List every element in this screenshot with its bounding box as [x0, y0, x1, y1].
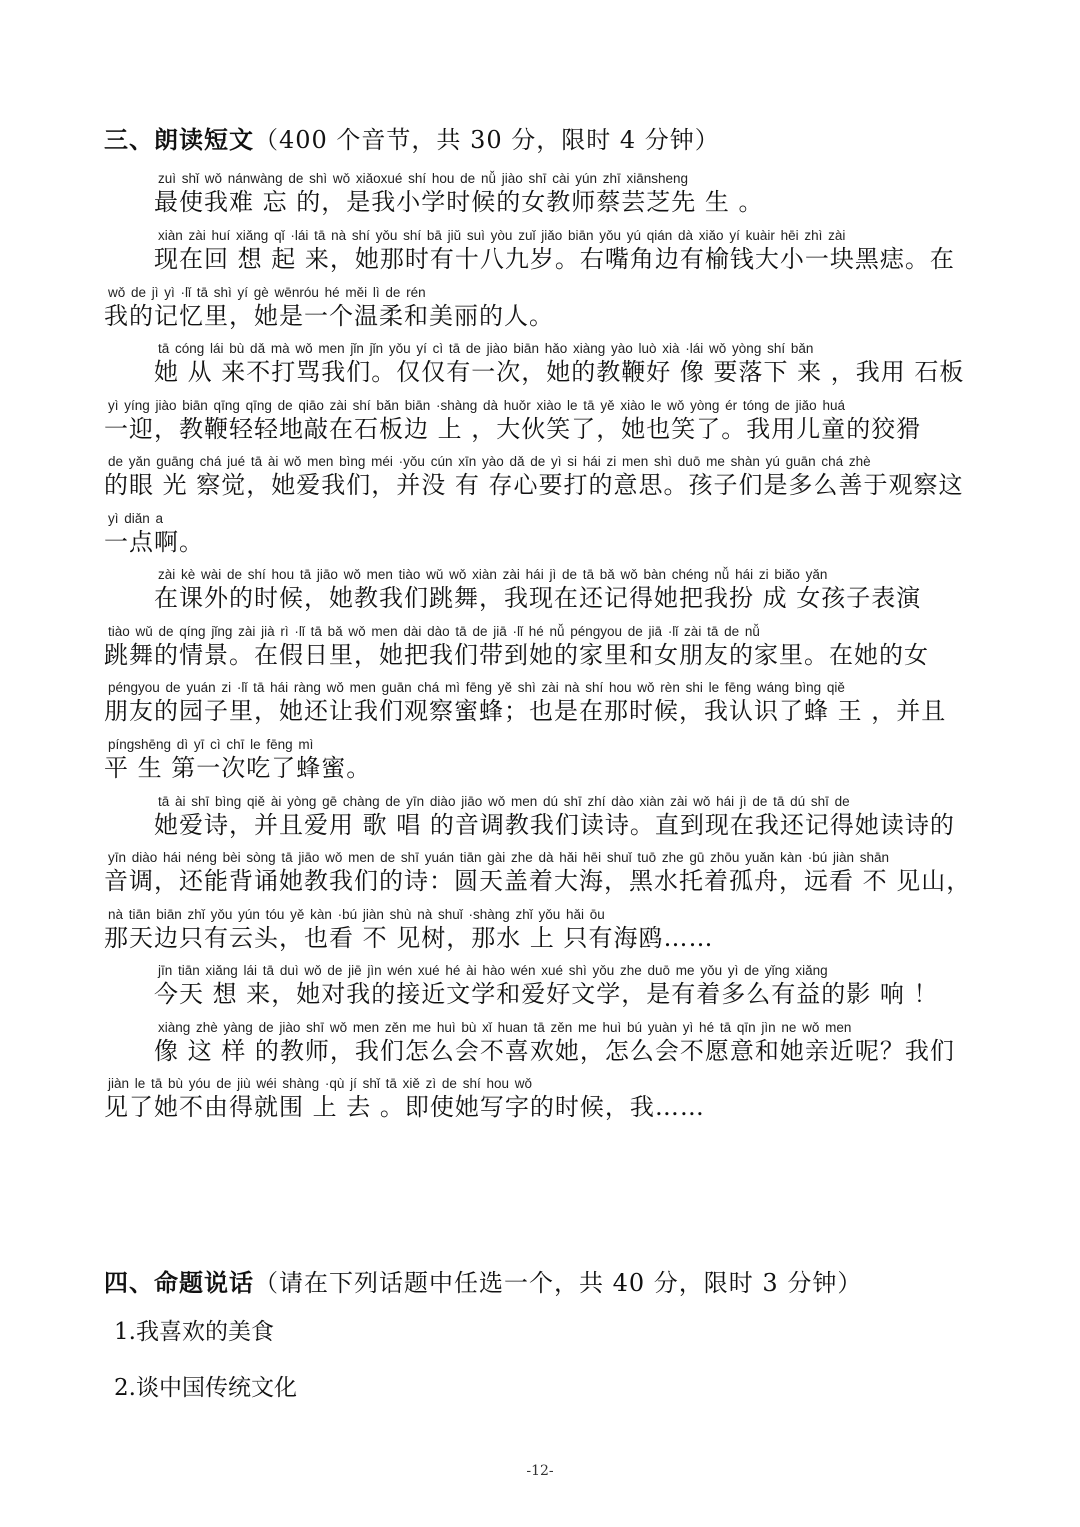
reading-line — [104, 623, 929, 670]
pinyin-line: yīn diào hái néng bèi sòng tā jiāo wǒ men de shī yuán tiān gài zhe dà hǎi hēi shuǐ tuō zhe gū zhōu yuǎn kàn ·bú jiàn shān — [108, 850, 890, 865]
text-line: 音调，还能背诵她教我们的诗：圆天盖着大海，黑水托着孤舟，远看 不 见山， — [104, 867, 972, 895]
pinyin-line: de yǎn guāng chá jué tā ài wǒ men bìng méi ·yǒu cún xīn yào dǎ de yì si hái zi men shì duō me shàn yú guān chá zhè — [108, 454, 871, 469]
section-3-heading — [104, 120, 720, 155]
pinyin-line: tā ài shī bìng qiě ài yòng gē chàng de yīn diào jiāo wǒ men dú shī zhí dào xiàn zài wǒ hái jì de tā dú shī de — [158, 794, 850, 809]
section-4-heading — [104, 1263, 862, 1298]
reading-line — [104, 510, 204, 557]
text-line: 的眼 光 察觉，她爱我们，并没 有 存心要打的意思。孩子们是多么善于观察这 — [104, 471, 964, 499]
reading-line — [154, 227, 955, 274]
reading-line — [154, 340, 964, 387]
text-line: 在课外的时候，她教我们跳舞，我现在还记得她把我扮 成 女孩子表演 — [154, 584, 922, 612]
text-line: 朋友的园子里，她还让我们观察蜜蜂；也是在那时候，我认识了蜂 王 ，并且 — [104, 697, 947, 725]
text-line: 今天 想 来，她对我的接近文学和爱好文学，是有着多么有益的影 响 ！ — [154, 980, 939, 1008]
reading-line — [104, 736, 371, 783]
text-line: 现在回 想 起 来，她那时有十八九岁。右嘴角边有榆钱大小一块黑痣。在 — [154, 245, 955, 273]
section-3-note: （400 个音节，共 30 分，限时 4 分钟） — [254, 126, 720, 154]
text-line: 平 生 第一次吃了蜂蜜。 — [104, 754, 372, 782]
reading-line — [104, 679, 946, 726]
pinyin-line: tiào wǔ de qíng jǐng zài jià rì ·lǐ tā bǎ wǒ men dài dào tā de jiā ·lǐ hé nǚ péngyou de jiā ·lǐ zài tā de nǚ — [108, 624, 760, 639]
reading-line — [154, 793, 955, 840]
text-line: 她爱诗，并且爱用 歌 唱 的音调教我们读诗。直到现在我还记得她读诗的 — [154, 811, 955, 839]
page-number: -12- — [526, 1463, 554, 1479]
section-4-title: 四、命题说话 — [104, 1269, 254, 1297]
pinyin-line: yì diǎn a — [108, 511, 164, 526]
pinyin-line: xiàn zài huí xiǎng qǐ ·lái tā nà shí yǒu shí bā jiǔ suì yòu zuǐ jiǎo biān yǒu yú qián dà xiǎo yí kuàir hēi zhì zài — [158, 228, 846, 243]
pinyin-line: píngshēng dì yī cì chī le fēng mì — [108, 737, 314, 752]
pinyin-line: yì yíng jiào biān qīng qīng de qiāo zài shí bǎn biān ·shàng dà huǒr xiào le tā yě xiào le wǒ yòng ér tóng de jiǎo huá — [108, 398, 845, 413]
reading-line — [154, 1019, 955, 1066]
pinyin-line: zuì shǐ wǒ nánwàng de shì wǒ xiǎoxué shí hou de nǚ jiào shī cài yún zhī xiānsheng — [158, 171, 689, 186]
topic-item: 1.我喜欢的美食 — [114, 1319, 274, 1345]
pinyin-line: wǒ de jì yì ·lǐ tā shì yí gè wēnróu hé měi lì de rén — [108, 285, 426, 300]
text-line: 一迎，教鞭轻轻地敲在石板边 上 ，大伙笑了，她也笑了。我用儿童的狡猾 — [104, 415, 922, 443]
reading-line — [104, 453, 964, 500]
pinyin-line: péngyou de yuán zi ·lǐ tā hái ràng wǒ men guān chá mì fēng yě shì zài nà shí hou wǒ rèn shi le fēng wáng bìng qiě — [108, 680, 845, 695]
pinyin-line: xiàng zhè yàng de jiào shī wǒ men zěn me huì bù xǐ huan tā zěn me huì bú yuàn yì hé tā qīn jìn ne wǒ men — [158, 1020, 852, 1035]
section-4-note: （请在下列话题中任选一个，共 40 分，限时 3 分钟） — [254, 1269, 863, 1297]
text-line: 跳舞的情景。在假日里，她把我们带到她的家里和女朋友的家里。在她的女 — [104, 641, 929, 669]
reading-line — [104, 849, 971, 896]
text-line: 她 从 来不打骂我们。仅仅有一次，她的教鞭好 像 要落下 来 ，我用 石板 — [154, 358, 965, 386]
pinyin-line: jīn tiān xiǎng lái tā duì wǒ de jiē jìn wén xué hé ài hào wén xué shì yǒu zhe duō me yǒu yì de yǐng xiǎng — [158, 963, 828, 978]
pinyin-line: tā cóng lái bù dǎ mà wǒ men jǐn jǐn yǒu yí cì tā de jiào biān hǎo xiàng yào luò xià ·lái wǒ yòng shí bǎn — [158, 341, 814, 356]
reading-line — [104, 906, 714, 953]
reading-line — [154, 962, 939, 1009]
pinyin-line: zài kè wài de shí hou tā jiāo wǒ men tiào wǔ wǒ xiàn zài hái jì de tā bǎ wǒ bàn chéng nǚ hái zi biǎo yǎn — [158, 567, 828, 582]
text-line: 那天边只有云头，也看 不 见树，那水 上 只有海鸥…… — [104, 924, 714, 952]
text-line: 见了她不由得就围 上 去 。即使她写字的时候，我…… — [104, 1093, 705, 1121]
text-line: 我的记忆里，她是一个温柔和美丽的人。 — [104, 302, 554, 330]
reading-line — [104, 1075, 705, 1122]
text-line: 一点啊。 — [104, 528, 204, 556]
reading-line — [154, 566, 921, 613]
reading-line — [104, 397, 921, 444]
pinyin-line: nà tiān biān zhǐ yǒu yún tóu yě kàn ·bú jiàn shù nà shuǐ ·shàng zhǐ yǒu hǎi ōu — [108, 907, 605, 922]
reading-line — [104, 284, 554, 331]
pinyin-line: jiàn le tā bù yóu de jiù wéi shàng ·qù jí shǐ tā xiě zì de shí hou wǒ — [108, 1076, 532, 1091]
section-3-title: 三、朗读短文 — [104, 126, 254, 154]
text-line: 像 这 样 的教师，我们怎么会不喜欢她，怎么会不愿意和她亲近呢？我们 — [154, 1037, 955, 1065]
reading-line — [154, 170, 764, 217]
topic-item: 2.谈中国传统文化 — [114, 1375, 297, 1401]
text-line: 最使我难 忘 的，是我小学时候的女教师蔡芸芝先 生 。 — [154, 188, 764, 216]
